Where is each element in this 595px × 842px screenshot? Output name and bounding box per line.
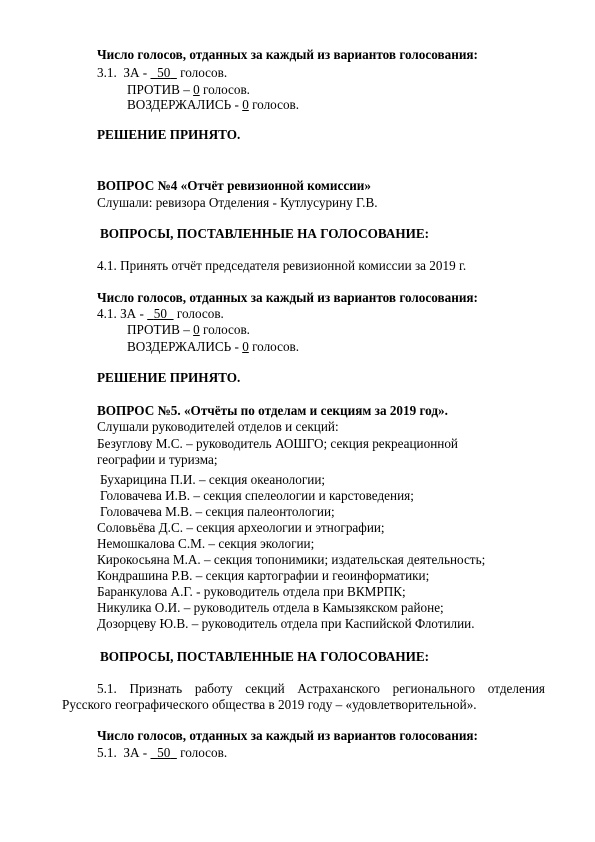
proposal-text-line: Русского географического общества в 2019 году – «удовлетворительной». (62, 697, 477, 712)
vote-abstain-label: ВОЗДЕРЖАЛИСЬ - (127, 339, 239, 354)
votes-heading: Число голосов, отданных за каждый из вариантов голосования: (97, 728, 478, 743)
vote-abstain-count: 0 (242, 97, 249, 112)
vote-for-line: 5.1. ЗА - 50 голосов. (97, 745, 228, 760)
proposal-text: 4.1. Принять отчёт председателя ревизионной комиссии за 2019 г. (97, 258, 467, 273)
item-number: 5.1. (97, 745, 117, 760)
speaker-item: Немошкалова С.М. – секция экологии; (97, 536, 315, 551)
vote-for-label: ЗА - (120, 306, 144, 321)
speaker-item: Дозорцеву Ю.В. – руководитель отдела при Каспийской Флотилии. (97, 616, 475, 631)
question-5-title: ВОПРОС №5. «Отчёты по отделам и секциям за 2019 год». (97, 403, 448, 418)
put-to-vote-heading: ВОПРОСЫ, ПОСТАВЛЕННЫЕ НА ГОЛОСОВАНИЕ: (100, 649, 430, 664)
decision-text: РЕШЕНИЕ ПРИНЯТО. (97, 127, 241, 142)
vote-for-count: 50 (157, 745, 171, 760)
speaker-item: Кирокосьяна М.А. – секция топонимики; издательская деятельность; (97, 552, 486, 567)
vote-against-label: ПРОТИВ – (127, 322, 190, 337)
vote-abstain-count: 0 (242, 339, 249, 354)
vote-abstain-line: ВОЗДЕРЖАЛИСЬ - 0 голосов. (127, 339, 300, 354)
vote-against-line: ПРОТИВ – 0 голосов. (127, 322, 250, 337)
vote-for-count: 50 (157, 65, 171, 80)
vote-for-label: ЗА - (123, 65, 148, 80)
speaker-item: Головачева М.В. – секция палеонтологии; (100, 504, 335, 519)
speaker-item: Безуглову М.С. – руководитель АОШГО; секция рекреационной (97, 436, 458, 451)
question-4-title: ВОПРОС №4 «Отчёт ревизионной комиссии» (97, 178, 371, 193)
vote-abstain-line: ВОЗДЕРЖАЛИСЬ - 0 голосов. (127, 97, 300, 112)
speaker-item: географии и туризма; (97, 452, 218, 467)
vote-for-label: ЗА - (123, 745, 148, 760)
vote-against-count: 0 (193, 322, 200, 337)
speaker-item: Баранкулова А.Г. - руководитель отдела при ВКМРПК; (97, 584, 406, 599)
decision-text: РЕШЕНИЕ ПРИНЯТО. (97, 370, 241, 385)
vote-against-line: ПРОТИВ – 0 голосов. (127, 82, 250, 97)
speaker-item: Головачева И.В. – секция спелеологии и карстоведения; (100, 488, 414, 503)
put-to-vote-heading: ВОПРОСЫ, ПОСТАВЛЕННЫЕ НА ГОЛОСОВАНИЕ: (100, 226, 430, 241)
vote-abstain-label: ВОЗДЕРЖАЛИСЬ - (127, 97, 239, 112)
item-number: 3.1. (97, 65, 117, 80)
vote-against-label: ПРОТИВ – (127, 82, 190, 97)
vote-against-count: 0 (193, 82, 200, 97)
speaker-item: Кондрашина Р.В. – секция картографии и геоинформатики; (97, 568, 430, 583)
vote-for-line: 4.1. ЗА - 50 голосов. (97, 306, 224, 321)
votes-heading: Число голосов, отданных за каждый из вариантов голосования: (97, 290, 478, 305)
vote-for-line: 3.1. ЗА - 50 голосов. (97, 65, 228, 80)
speaker-item: Соловьёва Д.С. – секция археологии и этнографии; (97, 520, 385, 535)
votes-heading: Число голосов, отданных за каждый из вариантов голосования: (97, 47, 478, 62)
speaker-item: Бухарицина П.И. – секция океанологии; (100, 472, 326, 487)
question-4-heard: Слушали: ревизора Отделения - Кутлусурину Г.В. (97, 195, 378, 210)
vote-for-count: 50 (153, 306, 167, 321)
proposal-text-line: 5.1. Признать работу секций Астраханского регионального отделения (97, 681, 545, 696)
speaker-item: Никулика О.И. – руководитель отдела в Камызякском районе; (97, 600, 444, 615)
question-5-heard: Слушали руководителей отделов и секций: (97, 419, 339, 434)
item-number: 4.1. (97, 306, 117, 321)
